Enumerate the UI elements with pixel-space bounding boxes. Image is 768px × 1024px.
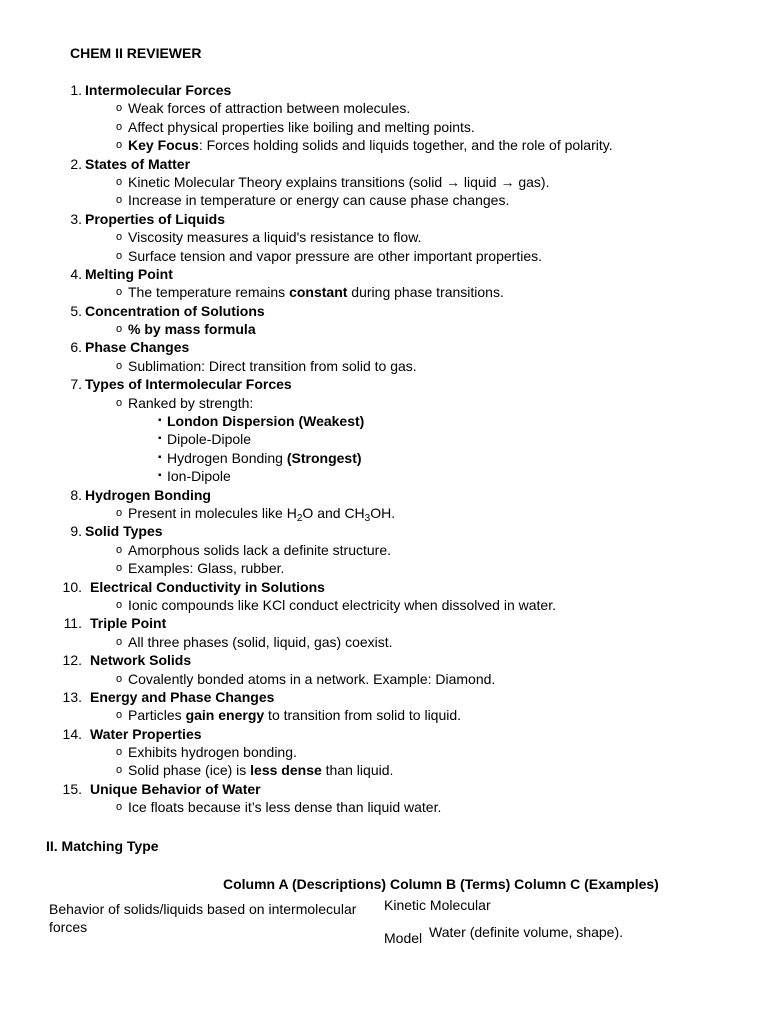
subscript-text: 3 xyxy=(364,512,371,524)
bullet-point xyxy=(0,541,768,559)
text-segment: Viscosity measures a liquid's resistance to flow. xyxy=(128,229,422,246)
sub-bullet-text xyxy=(167,449,362,467)
sub-bullet-point xyxy=(0,467,768,485)
hollow-bullet-icon: o xyxy=(116,801,123,814)
bullet-text xyxy=(128,559,284,577)
square-bullet-icon: ▪ xyxy=(158,451,162,463)
bullet-text xyxy=(128,357,417,375)
bullet-point xyxy=(0,136,768,154)
reviewer-outline xyxy=(0,81,768,817)
text-segment: than liquid. xyxy=(321,762,394,779)
bullet-text xyxy=(128,706,461,724)
text-segment: Particles xyxy=(128,707,186,724)
hollow-bullet-icon: o xyxy=(116,323,123,336)
hollow-bullet-icon: o xyxy=(116,506,123,519)
bullet-text xyxy=(128,99,410,117)
bullet-point xyxy=(0,559,768,577)
bullet-point xyxy=(0,394,768,412)
text-segment: % by mass formula xyxy=(128,321,256,338)
text-segment: Kinetic Molecular Theory explains transitions (solid → liquid → gas). xyxy=(128,173,550,190)
text-segment: during phase transitions. xyxy=(347,284,504,301)
bullet-point xyxy=(0,706,768,724)
bullet-text xyxy=(128,283,504,301)
hollow-bullet-icon: o xyxy=(116,562,123,575)
bullet-text xyxy=(128,394,253,412)
bullet-text xyxy=(128,118,475,136)
bullet-text xyxy=(128,596,556,614)
section-heading: Energy and Phase Changes xyxy=(90,688,275,705)
sub-bullet-text xyxy=(167,412,364,430)
hollow-bullet-icon: o xyxy=(116,635,123,648)
sub-bullet-text xyxy=(167,467,231,485)
section-heading: Properties of Liquids xyxy=(85,210,226,227)
bullet-text xyxy=(128,541,391,559)
text-segment: Present in molecules like H xyxy=(128,504,297,521)
bullet-point xyxy=(0,283,768,301)
section-heading-row xyxy=(0,614,768,632)
text-segment: Key Focus xyxy=(128,137,199,154)
section-number: 3. xyxy=(70,210,82,227)
hollow-bullet-icon: o xyxy=(116,231,123,244)
matching-column-headers: Column A (Descriptions) Column B (Terms) Column C (Examples) xyxy=(223,876,659,892)
bullet-point xyxy=(0,320,768,338)
bullet-text xyxy=(128,743,297,761)
square-bullet-icon: ▪ xyxy=(158,470,162,482)
text-segment: O and CH xyxy=(302,504,365,521)
section-number: 6. xyxy=(70,339,82,356)
text-segment: Increase in temperature or energy can cause phase changes. xyxy=(128,192,510,209)
bullet-point xyxy=(0,596,768,614)
section-heading-row xyxy=(0,81,768,99)
section-heading: Phase Changes xyxy=(85,339,190,356)
section-heading-row xyxy=(0,688,768,706)
sub-bullet-text xyxy=(167,430,251,448)
bullet-point xyxy=(0,743,768,761)
section-heading: Unique Behavior of Water xyxy=(90,780,261,797)
matching-row1-col-c: Water (definite volume, shape). xyxy=(429,924,624,940)
section-heading-row xyxy=(0,651,768,669)
hollow-bullet-icon: o xyxy=(116,120,123,133)
text-segment: gain energy xyxy=(185,707,265,724)
section-number: 5. xyxy=(70,302,82,319)
bullet-point xyxy=(0,99,768,117)
matching-row1-col-a: Behavior of solids/liquids based on intermolecular forces xyxy=(49,901,357,935)
hollow-bullet-icon: o xyxy=(116,102,123,115)
bullet-text xyxy=(128,228,421,246)
text-segment: to transition from solid to liquid. xyxy=(264,707,462,724)
hollow-bullet-icon: o xyxy=(116,286,123,299)
bullet-text xyxy=(128,320,256,338)
text-segment: Ionic compounds like KCl conduct electricity when dissolved in water. xyxy=(128,596,556,613)
section-heading: Network Solids xyxy=(90,652,192,669)
subscript-text: 2 xyxy=(296,512,303,524)
section-heading-row xyxy=(0,302,768,320)
bullet-point xyxy=(0,761,768,779)
section-heading-row xyxy=(0,210,768,228)
sub-bullet-point xyxy=(0,449,768,467)
text-segment: Amorphous solids lack a definite structure. xyxy=(128,541,392,558)
sub-bullet-point xyxy=(0,412,768,430)
section-heading-row xyxy=(0,338,768,356)
bullet-point xyxy=(0,228,768,246)
text-segment: London Dispersion (Weakest) xyxy=(167,413,365,430)
text-segment: Affect physical properties like boiling and melting points. xyxy=(128,118,475,135)
section-heading-row xyxy=(0,725,768,743)
hollow-bullet-icon: o xyxy=(116,194,123,207)
bullet-point xyxy=(0,173,768,191)
hollow-bullet-icon: o xyxy=(116,396,123,409)
section-number: 9. xyxy=(70,523,82,540)
section-number: 8. xyxy=(70,486,82,503)
text-segment: constant xyxy=(289,284,348,301)
hollow-bullet-icon: o xyxy=(116,764,123,777)
text-segment: Ranked by strength: xyxy=(128,394,254,411)
bullet-point xyxy=(0,247,768,265)
section-heading: Melting Point xyxy=(85,265,173,282)
text-segment: The temperature remains xyxy=(128,284,290,301)
section-heading: Triple Point xyxy=(90,615,167,632)
bullet-text xyxy=(128,191,509,209)
text-segment: : Forces holding solids and liquids together, and the role of polarity. xyxy=(198,137,613,154)
hollow-bullet-icon: o xyxy=(116,709,123,722)
matching-type-heading: II. Matching Type xyxy=(46,838,159,854)
bullet-point xyxy=(0,633,768,651)
section-heading-row xyxy=(0,578,768,596)
bullet-point xyxy=(0,191,768,209)
sub-bullet-point xyxy=(0,430,768,448)
text-segment: Sublimation: Direct transition from solid to gas. xyxy=(128,357,417,374)
bullet-point xyxy=(0,504,768,522)
section-heading-row xyxy=(0,486,768,504)
section-number: 14. xyxy=(62,725,82,742)
section-heading: Solid Types xyxy=(85,523,163,540)
section-number: 4. xyxy=(70,265,82,282)
text-segment: Covalently bonded atoms in a network. Example: Diamond. xyxy=(128,670,496,687)
section-heading-row xyxy=(0,780,768,798)
text-segment: Surface tension and vapor pressure are other important properties. xyxy=(128,247,543,264)
section-number: 10. xyxy=(62,578,82,595)
bullet-text xyxy=(128,173,549,191)
section-heading: Concentration of Solutions xyxy=(85,302,265,319)
square-bullet-icon: ▪ xyxy=(158,433,162,445)
text-segment: OH. xyxy=(370,504,396,521)
section-number: 1. xyxy=(70,82,82,98)
section-heading: Hydrogen Bonding xyxy=(85,486,211,503)
matching-row1-col-b-line2: Model xyxy=(384,930,423,946)
text-segment: Weak forces of attraction between molecules. xyxy=(128,100,411,117)
text-segment: Hydrogen Bonding xyxy=(167,449,287,466)
matching-row1-col-b-line1: Kinetic Molecular xyxy=(384,897,491,913)
text-segment: Ion-Dipole xyxy=(167,468,231,485)
hollow-bullet-icon: o xyxy=(116,175,123,188)
bullet-text xyxy=(128,761,393,779)
section-heading: Intermolecular Forces xyxy=(85,82,232,98)
bullet-point xyxy=(0,670,768,688)
bullet-text xyxy=(128,247,542,265)
section-heading-row xyxy=(0,522,768,540)
text-segment: (Strongest) xyxy=(286,449,362,466)
bullet-text xyxy=(128,798,441,816)
hollow-bullet-icon: o xyxy=(116,598,123,611)
section-number: 15. xyxy=(62,780,82,797)
hollow-bullet-icon: o xyxy=(116,746,123,759)
section-heading: Water Properties xyxy=(90,725,202,742)
bullet-text xyxy=(128,670,495,688)
bullet-text xyxy=(128,504,395,522)
hollow-bullet-icon: o xyxy=(116,359,123,372)
text-segment: Exhibits hydrogen bonding. xyxy=(128,744,297,761)
section-heading-row xyxy=(0,265,768,283)
hollow-bullet-icon: o xyxy=(116,543,123,556)
document-title: CHEM II REVIEWER xyxy=(70,45,202,61)
text-segment: All three phases (solid, liquid, gas) coexist. xyxy=(128,633,393,650)
section-heading: States of Matter xyxy=(85,155,191,172)
section-heading: Types of Intermolecular Forces xyxy=(85,376,292,393)
section-heading-row xyxy=(0,155,768,173)
text-segment: Solid phase (ice) is xyxy=(128,762,251,779)
bullet-text xyxy=(128,136,613,154)
section-number: 13. xyxy=(62,688,82,705)
bullet-point xyxy=(0,357,768,375)
hollow-bullet-icon: o xyxy=(116,672,123,685)
text-segment: Ice floats because it’s less dense than liquid water. xyxy=(128,799,442,816)
section-number: 2. xyxy=(70,155,82,172)
hollow-bullet-icon: o xyxy=(116,249,123,262)
text-segment: less dense xyxy=(250,762,322,779)
square-bullet-icon: ▪ xyxy=(158,415,162,427)
hollow-bullet-icon: o xyxy=(116,139,123,152)
section-heading-row xyxy=(0,375,768,393)
section-number: 7. xyxy=(70,376,82,393)
bullet-point xyxy=(0,118,768,136)
text-segment: Dipole-Dipole xyxy=(167,431,252,448)
section-number: 12. xyxy=(62,652,82,669)
section-heading: Electrical Conductivity in Solutions xyxy=(90,578,325,595)
text-segment: Examples: Glass, rubber. xyxy=(128,560,285,577)
bullet-text xyxy=(128,633,393,651)
bullet-point xyxy=(0,798,768,816)
section-number: 11. xyxy=(63,615,82,632)
